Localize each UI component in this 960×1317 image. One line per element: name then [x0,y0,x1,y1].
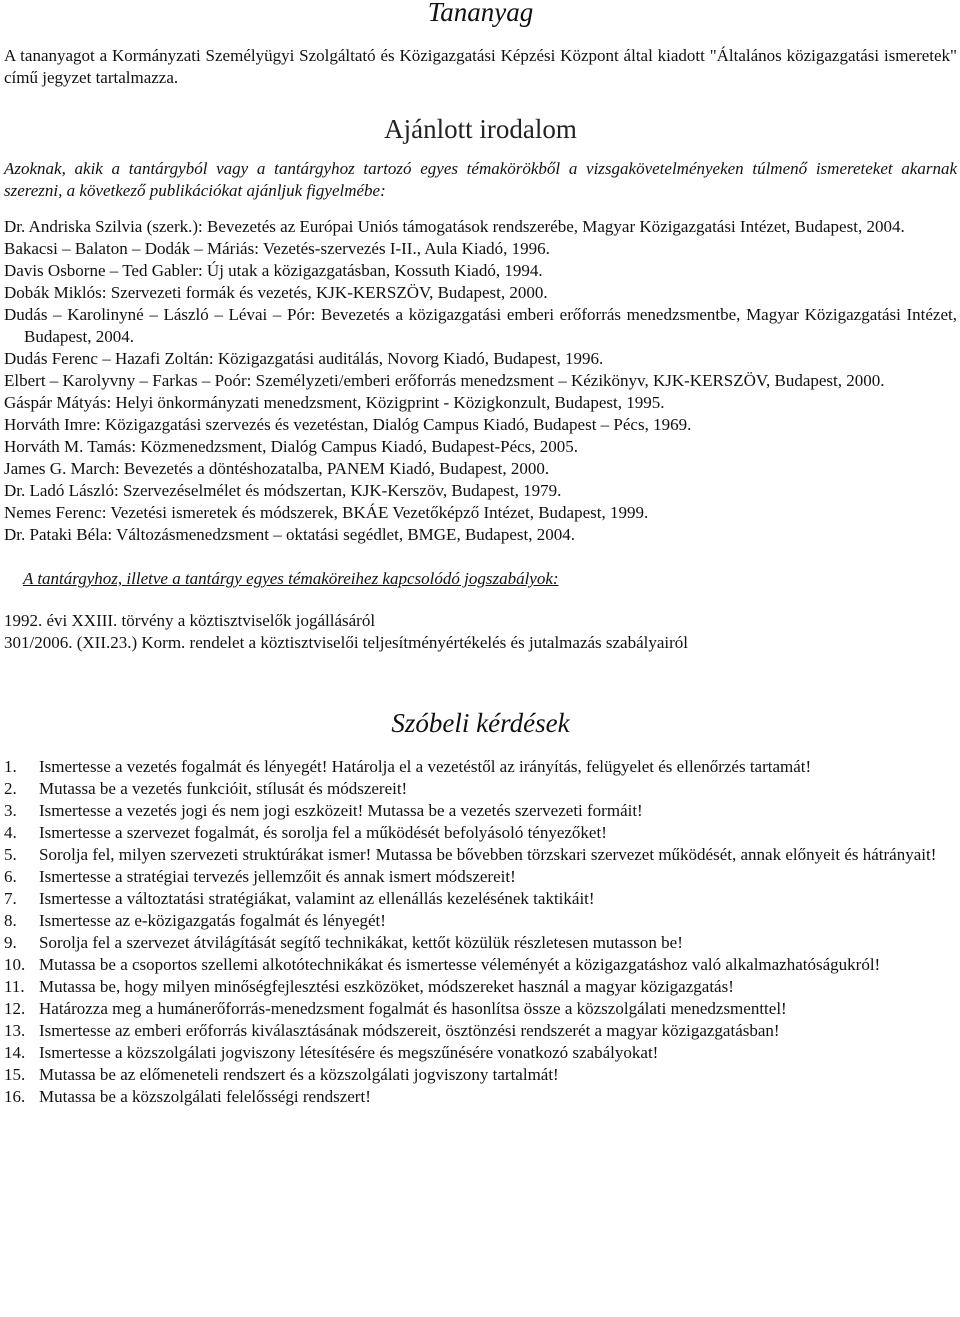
question-text: Mutassa be a közszolgálati felelősségi rendszert! [39,1087,371,1106]
law-item: 301/2006. (XII.23.) Korm. rendelet a köztisztviselői teljesítményértékelés és jutalmazás szabályairól [4,633,689,652]
question-text: Ismertesse a vezetés fogalmát és lényegét! Határolja el a vezetéstől az irányítás, felügyelet és ellenőrzés tartamát! [39,757,812,776]
question-number: 14. [4,1043,26,1062]
reference-list [4,216,957,546]
section-title-ajanlott-irodalom: Ajánlott irodalom [384,114,577,144]
question-number: 9. [4,933,17,952]
question-number: 7. [4,889,17,908]
question-text: Sorolja fel, milyen szervezeti struktúrákat ismer! Mutassa be bővebben törzskari szervezet működését, annak előnyeit és hátrányait! [39,845,937,864]
question-item [4,756,957,778]
question-number: 10. [4,955,26,974]
question-item [4,800,957,822]
question-text: Határozza meg a humánerőforrás-menedzsment fogalmát és hasonlítsa össze a közszolgálati menedzsmenttel! [39,999,787,1018]
reference-item: Dobák Miklós: Szervezeti formák és vezetés, KJK-KERSZÖV, Budapest, 2000. [4,283,548,302]
question-item [4,910,957,932]
question-text: Mutassa be a csoportos szellemi alkotótechnikákat és ismertesse véleményét a közigazgatáshoz való alkalmazhatóságukról! [39,955,881,974]
tananyag-text: A tananyagot a Kormányzati Személyügyi Szolgáltató és Közigazgatási Képzési Központ által kiadott "Általános közigazgatási ismeretek" című jegyzet tartalmazza. [4,46,957,87]
reference-item: Dudás – Karolinyné – László – Lévai – Pór: Bevezetés a közigazgatási emberi erőforrás menedzsmentbe, Magyar Közigazgatási Intézet, Budapest, 2004. [4,305,957,346]
reference-item: Bakacsi – Balaton – Dodák – Máriás: Vezetés-szervezés I-II., Aula Kiadó, 1996. [4,239,550,258]
question-number: 2. [4,779,17,798]
question-text: Ismertesse a vezetés jogi és nem jogi eszközeit! Mutassa be a vezetés szervezeti formáit! [39,801,643,820]
question-text: Ismertesse a változtatási stratégiákat, valamint az ellenállás kezelésének taktikáit! [39,889,595,908]
reference-item: James G. March: Bevezetés a döntéshozatalba, PANEM Kiadó, Budapest, 2000. [4,459,550,478]
question-number: 6. [4,867,17,886]
question-list [4,756,957,1108]
reference-item: Elbert – Karolyvny – Farkas – Poór: Személyzeti/emberi erőforrás menedzsment – Kézikönyv, KJK-KERSZÖV, Budapest, 2000. [4,371,885,390]
question-text: Mutassa be, hogy milyen minőségfejlesztési eszközöket, módszereket használ a magyar közigazgatás! [39,977,734,996]
law-list [4,610,957,654]
question-item [4,998,957,1020]
question-text: Mutassa be a vezetés funkcióit, stílusát és módszereit! [39,779,408,798]
question-item [4,1086,957,1108]
ajanlott-intro: Azoknak, akik a tantárgyból vagy a tantárgyhoz tartozó egyes témakörökből a vizsgakövetelményeken túlmenő ismereteket akarnak szerezni, a következő publikációkat ajánljuk figyelmébe: [4,159,957,200]
jogszabalyok-header: A tantárgyhoz, illetve a tantárgy egyes témaköreihez kapcsolódó jogszabályok: [23,569,559,588]
reference-item: Dr. Ladó László: Szervezéselmélet és módszertan, KJK-Kerszöv, Budapest, 1979. [4,481,562,500]
question-item [4,1042,957,1064]
reference-item: Davis Osborne – Ted Gabler: Új utak a közigazgatásban, Kossuth Kiadó, 1994. [4,261,543,280]
question-item [4,932,957,954]
question-item [4,844,957,866]
question-item [4,778,957,800]
question-text: Ismertesse a szervezet fogalmát, és sorolja fel a működését befolyásoló tényezőket! [39,823,607,842]
question-number: 3. [4,801,17,820]
question-number: 8. [4,911,17,930]
question-number: 4. [4,823,17,842]
section-title-szobeli-kerdesek: Szóbeli kérdések [391,708,570,738]
question-text: Ismertesse a közszolgálati jogviszony létesítésére és megszűnésére vonatkozó szabályokat! [39,1043,659,1062]
question-text: Ismertesse a stratégiai tervezés jellemzőit és annak ismert módszereit! [39,867,516,886]
question-item [4,1020,957,1042]
question-item [4,976,957,998]
question-item [4,866,957,888]
question-number: 13. [4,1021,26,1040]
section-title-tananyag: Tananyag [427,0,534,27]
question-text: Ismertesse az emberi erőforrás kiválasztásának módszereit, ösztönzési rendszerét a magyar közigazgatásban! [39,1021,780,1040]
reference-item: Dudás Ferenc – Hazafi Zoltán: Közigazgatási auditálás, Novorg Kiadó, Budapest, 1996. [4,349,604,368]
question-item [4,954,957,976]
question-number: 15. [4,1065,26,1084]
question-number: 5. [4,845,17,864]
reference-item: Nemes Ferenc: Vezetési ismeretek és módszerek, BKÁE Vezetőképző Intézet, Budapest, 1999. [4,503,649,522]
question-text: Ismertesse az e-közigazgatás fogalmát és lényegét! [39,911,386,930]
reference-item: Dr. Pataki Béla: Változásmenedzsment – oktatási segédlet, BMGE, Budapest, 2004. [4,525,575,544]
reference-item: Horváth Imre: Közigazgatási szervezés és vezetéstan, Dialóg Campus Kiadó, Budapest – Pécs, 1969. [4,415,692,434]
reference-item: Dr. Andriska Szilvia (szerk.): Bevezetés az Európai Uniós támogatások rendszerébe, Magyar Közigazgatási Intézet, Budapest, 2004. [4,217,905,236]
question-number: 12. [4,999,26,1018]
question-number: 1. [4,757,17,776]
question-text: Mutassa be az előmeneteli rendszert és a közszolgálati jogviszony tartalmát! [39,1065,559,1084]
question-number: 16. [4,1087,26,1106]
question-text: Sorolja fel a szervezet átvilágítását segítő technikákat, kettőt közülük részletesen mutasson be! [39,933,683,952]
law-item: 1992. évi XXIII. törvény a köztisztviselők jogállásáról [4,611,376,630]
question-item [4,1064,957,1086]
reference-item: Gáspár Mátyás: Helyi önkormányzati menedzsment, Közigprint - Közigkonzult, Budapest, 1995. [4,393,665,412]
question-item [4,888,957,910]
reference-item: Horváth M. Tamás: Közmenedzsment, Dialóg Campus Kiadó, Budapest-Pécs, 2005. [4,437,579,456]
question-number: 11. [4,977,25,996]
question-item [4,822,957,844]
